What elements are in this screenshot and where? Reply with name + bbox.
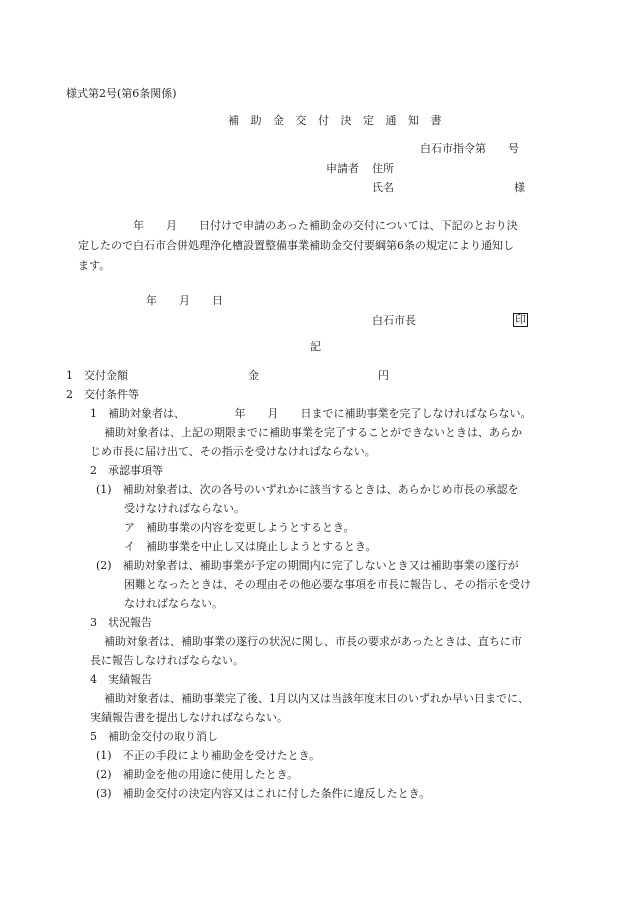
amount-kin: 金 xyxy=(248,369,259,382)
cond-2-label: 2 承認事項等 xyxy=(90,464,163,477)
cond-2-p1-line-1: (1) 補助対象者は、次の各号のいずれかに該当するときは、あらかじめ市長の承認を xyxy=(96,483,519,496)
document-title: 補 助 金 交 付 決 定 通 知 書 xyxy=(228,114,446,127)
cond-5-item-1: (1) 不正の手段により補助金を受けたとき。 xyxy=(96,749,321,762)
cond-2-p2-line-2: 困難となったときは、その理由その他必要な事項を市長に報告し、その指示を受け xyxy=(124,578,531,591)
cond-2-p1-a: ア 補助事業の内容を変更しようとするとき。 xyxy=(124,521,355,534)
cond-1-line-1: 1 補助対象者は、 年 月 日までに補助事業を完了しなければならない。 xyxy=(90,407,532,420)
cond-5-item-3: (3) 補助金交付の決定内容又はこれに付した条件に違反したとき。 xyxy=(96,787,431,800)
cond-1-line-3: じめ市長に届け出て、その指示を受けなければならない。 xyxy=(90,445,376,458)
honorific: 様 xyxy=(514,181,525,194)
amount-yen: 円 xyxy=(378,369,389,382)
intro-line-1: 年 月 日付けで申請のあった補助金の交付については、下記のとおり決 xyxy=(78,219,518,232)
cond-3-label: 3 状況報告 xyxy=(90,616,152,629)
cond-2-p1-i: イ 補助事業を中止し又は廃止しようとするとき。 xyxy=(124,540,377,553)
address-label: 住所 xyxy=(372,162,394,175)
cond-4-line-1: 補助対象者は、補助事業完了後、1月以内又は当該年度末日のいずれか早い日までに、 xyxy=(104,692,529,705)
section-1-label: 1 交付金額 xyxy=(66,369,128,382)
cond-4-label: 4 実績報告 xyxy=(90,673,152,686)
cond-3-line-1: 補助対象者は、補助事業の遂行の状況に関し、市長の要求があったときは、直ちに市 xyxy=(104,635,522,648)
ki-heading: 記 xyxy=(310,340,321,353)
cond-3-line-2: 長に報告しなければならない。 xyxy=(90,654,244,667)
document-number: 白石市指令第 号 xyxy=(420,142,519,155)
name-label: 氏名 xyxy=(372,181,394,194)
cond-2-p1-line-2: 受けなければならない。 xyxy=(124,502,245,515)
cond-2-p2-line-1: (2) 補助対象者は、補助事業が予定の期間内に完了しないとき又は補助事業の遂行が xyxy=(96,559,519,572)
form-number-label: 様式第2号(第6条関係) xyxy=(66,87,177,100)
intro-line-2: 定したので白石市合併処理浄化槽設置整備事業補助金交付要綱第6条の規定により通知し xyxy=(78,239,514,252)
cond-2-p2-line-3: なければならない。 xyxy=(124,597,223,610)
cond-4-line-2: 実績報告書を提出しなければならない。 xyxy=(90,711,288,724)
cond-5-item-2: (2) 補助金を他の用途に使用したとき。 xyxy=(96,768,299,781)
intro-line-3: ます。 xyxy=(78,259,111,272)
issue-date: 年 月 日 xyxy=(102,294,223,307)
seal-box: 印 xyxy=(515,313,526,326)
section-2-label: 2 交付条件等 xyxy=(66,388,139,401)
issuer-name: 白石市長 xyxy=(372,314,416,327)
cond-5-label: 5 補助金交付の取り消し xyxy=(90,730,218,743)
seal-mark xyxy=(513,313,528,327)
cond-1-line-2: 補助対象者は、上記の期限までに補助事業を完了することができないときは、あらか xyxy=(104,426,522,439)
applicant-label: 申請者 xyxy=(326,162,359,175)
